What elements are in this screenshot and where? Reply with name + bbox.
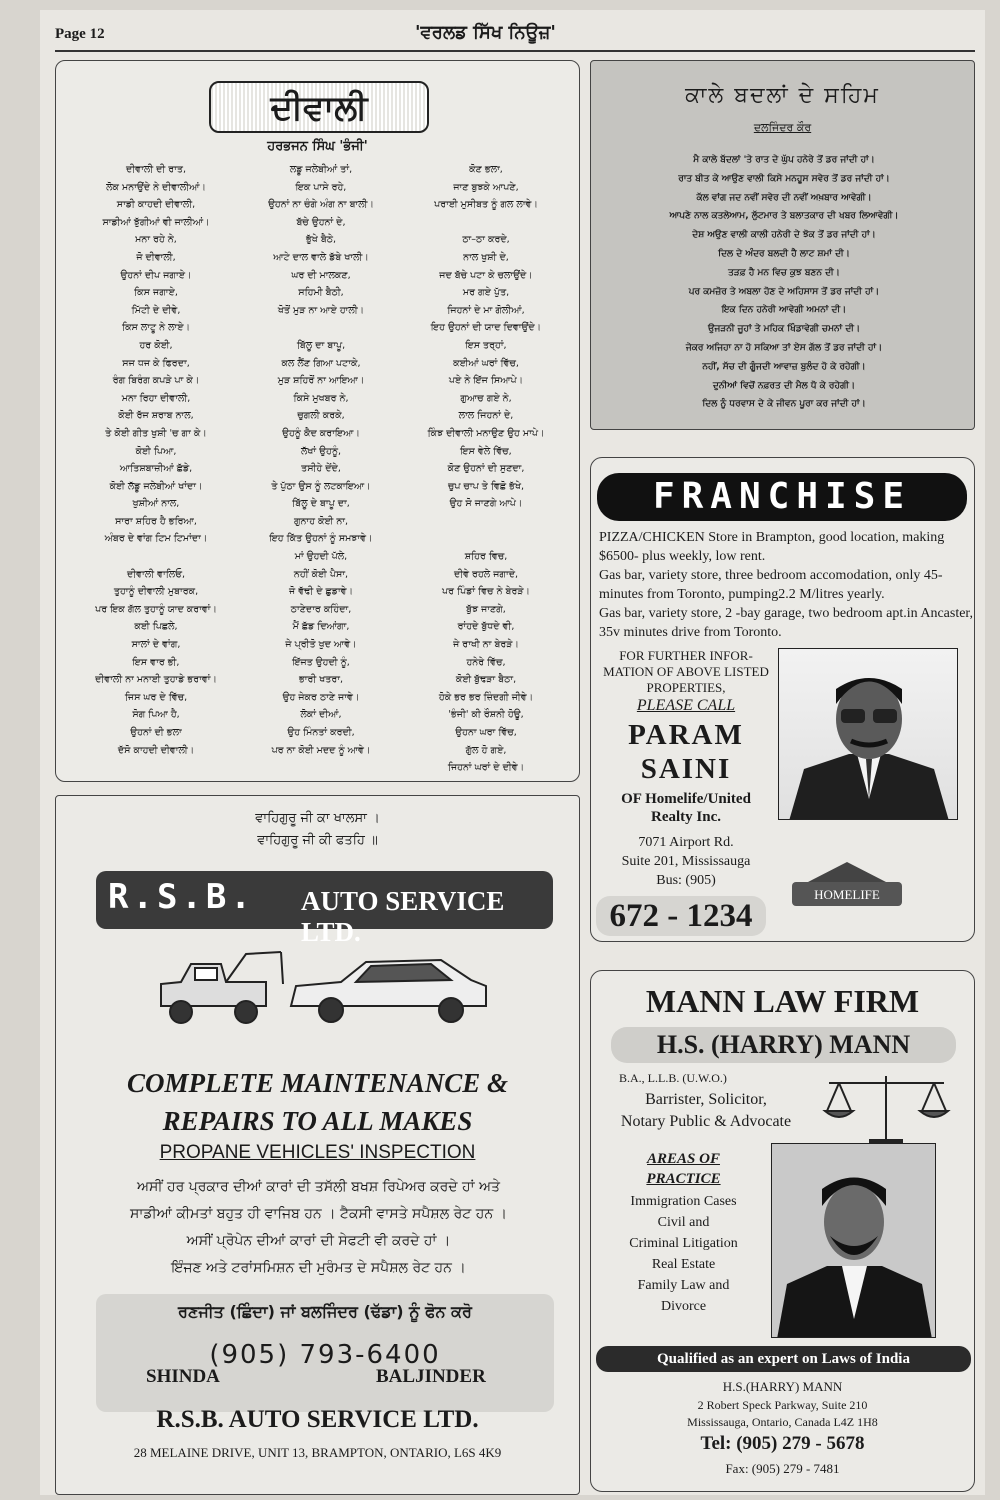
poem-line: ਰਾਤ ਬੀਤ ਕੇ ਆਉਣ ਵਾਲੀ ਕਿਸੇ ਮਨਹੂਸ ਸਵੇਰ ਤੋਂ ਡਰ ਜਾਂਦੀ ਹਾਂ।: [678, 173, 890, 184]
poem-line: ਗੁਆਚ ਗਏ ਨੇ,: [460, 392, 512, 404]
contact-name-1: SHINDA: [146, 1366, 220, 1387]
poem-line: ਸਜ ਧਜ ਕੇ ਫਿਰਦਾ,: [122, 357, 190, 369]
agent-address-line-1: 7071 Airport Rd.: [638, 835, 734, 850]
areas-heading-line-1: AREAS OF: [647, 1151, 720, 1167]
rsb-address: 28 MELAINE DRIVE, UNIT 13, BRAMPTON, ONTARIO, L6S 4K9: [133, 1445, 502, 1460]
poem-line: ਗੁੱਲ ਹੋ ਗਏ,: [465, 744, 507, 756]
listing-2: Gas bar, variety store, three bedroom accomodation, only 45-minutes from Toronto, pumping2.2 M/litres yearly.: [599, 568, 943, 602]
poem-line: ਮੈਂ ਛੱਡ ਦਿਆਂਗਾ,: [292, 621, 350, 633]
poem-line: ਕੋਈ ਬੁੱਢੜਾ ਬੈਠਾ,: [455, 674, 517, 686]
agent-last-name: SAINI: [640, 753, 732, 785]
poem-line: ਪਰ ਨਾ ਕੋਈ ਮਦਦ ਨੂੰ ਆਵੇ।: [271, 744, 371, 756]
poem-line: ਕਿਸ ਲਾਟੂ ਨੇ ਲਾਏ।: [122, 322, 190, 334]
poem-line: ਸ਼ਹਿਰ ਵਿਚ,: [464, 551, 508, 563]
law-firm-phone: Tel: (905) 279 - 5678: [700, 1433, 865, 1454]
poem-line: ਆਪਣੇ ਨਾਲ ਕਤਲੇਆਮ, ਲੁੱਟਮਾਰ ਤੇ ਬਲਾਤਕਾਰ ਦੀ ਖਬਰ ਲਿਆਵੇਗੀ।: [669, 211, 899, 222]
agent-address: [596, 833, 776, 890]
rsb-call-box: [96, 1294, 554, 1412]
poem-line: ਚੁਗਲੀ ਕਰਕੇ,: [297, 410, 345, 422]
law-firm-address: [591, 1397, 974, 1431]
poem-column-2: [236, 161, 406, 759]
poem-line: ਦੀਵੇ ਰਹਲੇ ਜਗਾਦੇ,: [453, 568, 519, 580]
poem-line: ਉਹ ਜੇਕਰ ਠਾਣੇ ਜਾਵੇ।: [282, 691, 360, 703]
address-line-2: Mississauga, Ontario, Canada L4Z 1H8: [687, 1415, 878, 1429]
headline-line-1: COMPLETE MAINTENANCE &: [126, 1068, 509, 1098]
poem-column-1: [71, 161, 241, 759]
poem-line: ਸੋਗ ਪਿਆ ਹੈ,: [132, 709, 180, 721]
poem-line: ਖੋਤੋਂ ਮੁੜ ਨਾ ਆਏ ਹਾਲੀ।: [277, 304, 365, 316]
poem-line: ਭੁੱਖੇ ਬੈਠੇ,: [305, 234, 337, 246]
poem-line: ਜਿਸ ਘਰ ਦੇ ਵਿੱਚ,: [124, 691, 188, 703]
poem-line: ਨਹੀਂ ਕੋਈ ਪੈਸਾ,: [293, 568, 349, 580]
poem-line: ਨਹੀਂ, ਸੱਚ ਦੀ ਗੂੰਜਦੀ ਆਵਾਜ਼ ਬੁਲੰਦ ਹੋ ਕੇ ਰਹੇਗੀ।: [702, 361, 866, 372]
tow-truck-and-car-illustration: [151, 944, 491, 1039]
address-line-1: 2 Robert Speck Parkway, Suite 210: [697, 1398, 868, 1412]
greeting-line-2: ਵਾਹਿਗੁਰੂ ਜੀ ਕੀ ਫਤਹਿ ॥: [257, 833, 378, 848]
practice-area: Real Estate: [651, 1257, 716, 1272]
newspaper-name: 'ਵਰਲਡ ਸਿੱਖ ਨਿਊਜ਼': [415, 22, 556, 43]
homelife-logo: [788, 858, 906, 910]
poem-line: ਦੀਵਾਲੀ ਨਾ ਮਨਾਈ ਤੁਹਾਡੇ ਭਰਾਵਾਂ।: [95, 674, 217, 686]
lawyer-roles: [596, 1089, 816, 1133]
poem-line: ਜਿਹਨਾਂ ਦੇ ਮਾ ਗੋਲੀਆਂ,: [447, 304, 525, 316]
poem-line: ਬਿੱਲੂ ਦੇ ਬਾਪੂ ਦਾ,: [292, 498, 350, 510]
poem-line: ਆਟੇ ਦਾਲ ਵਾਲੇ ਡੱਬੇ ਖਾਲੀ।: [273, 251, 369, 263]
poem-line: ਇਕ ਪਾਸੇ ਰਹੇ,: [295, 181, 347, 193]
punjabi-line-3: ਅਸੀਂ ਪ੍ਰੋਪੇਨ ਦੀਆਂ ਕਾਰਾਂ ਦੀ ਸੇਫਟੀ ਵੀ ਕਰਦੇ ਹਾਂ ।: [186, 1233, 451, 1249]
rsb-greeting: [56, 808, 579, 852]
areas-heading: [601, 1149, 766, 1189]
car-icon: [291, 960, 486, 1022]
rsb-auto-ad: [55, 795, 580, 1495]
poem-line: ਕੋਣ ਭਲਾ,: [469, 164, 503, 175]
franchise-info: FOR FURTHER INFOR- MATION OF ABOVE LISTED PROPERTIES,: [603, 648, 769, 695]
lawyer-portrait-icon: [772, 1144, 936, 1338]
poem-line: ਕੋਣ ਉਹਨਾਂ ਦੀ ਸੁਣਦਾ,: [447, 463, 525, 475]
poem-column-3: [401, 161, 571, 777]
poem-line: ਉਹਨਾਂ ਦੀਪ ਜਗਾਏ।: [120, 269, 192, 281]
poem-line: ਰਾਂਹਦੇ ਬੁੱਧਦੇ ਵੀ,: [457, 621, 515, 633]
poem-line: ਜੇ ਰਾਖੀ ਨਾ ਬੇਰੜੇ।: [453, 639, 519, 651]
poem-line: ਕਈ ਪਿਛਲੇ,: [134, 621, 178, 633]
poem-line: ਉਹਨਾਂ ਨਾ ਚੰਗੇ ਅੰਗ ਨਾ ਬਾਲੀ।: [268, 199, 374, 211]
poem-line: ਉਹਨਾ ਘਰਾ ਵਿੱਚ,: [455, 727, 517, 738]
poem-line: ਜਿਹਨਾਂ ਘਰਾਂ ਦੇ ਦੀਵੇ।: [447, 762, 525, 774]
poem-line: ਮੈ ਕਾਲੇ ਬੱਦਲਾਂ 'ਤੇ ਰਾਤ ਦੇ ਘੁੱਪ ਹਨੇਰੇ ਤੋਂ ਡਰ ਜਾਂਦੀ ਹਾਂ।: [693, 155, 875, 165]
kale-badlan-poem: [590, 60, 975, 430]
poem-line: ਸਾਲਾਂ ਦੇ ਵਾਂਗ,: [131, 639, 181, 651]
poem-line: ਸਾਡੀਆਂ ਝੁੱਗੀਆਂ ਵੀ ਜਾਲੀਆਂ।: [102, 216, 210, 228]
agent-address-line-3: Bus: (905): [656, 873, 716, 888]
poem-line: ਮਿੱਟੀ ਦੇ ਦੀਵੇ,: [131, 304, 181, 316]
poem-line: ਨਾਲ ਖੁਸ਼ੀ ਦੇ,: [463, 251, 509, 263]
poem-line: ਕੋਈ ਪਿਆ,: [135, 445, 177, 457]
practice-area: Immigration Cases: [630, 1194, 737, 1209]
poem-line: ਮਾਂ ਉਹਦੀ ਪੱਲੇ,: [294, 551, 348, 563]
poem-line: ਕੋਈ ਲੱਡੂ ਜਲੇਬੀਆਂ ਖਾਂਦਾ।: [109, 480, 203, 492]
poem-line: ਇਸ ਵਾਰ ਭੀ,: [132, 656, 180, 668]
poem-line: ਬੱਚੇ ਉਹਨਾਂ ਦੇ,: [296, 216, 346, 228]
rsb-banner-text: AUTO SERVICE LTD.: [301, 886, 505, 947]
poem-line: ਇਹ ਕਿੱਤ ਉਹਨਾਂ ਨੂੰ ਸਮਝਾਵੇ।: [269, 533, 373, 545]
rsb-punjabi-text: [66, 1174, 571, 1282]
mann-law-firm-ad: [590, 970, 975, 1492]
poem-line: ਪਰ ਇਕ ਗੱਲ ਤੁਹਾਨੂੰ ਯਾਦ ਕਰਾਵਾਂ।: [95, 603, 217, 615]
poem-line: ਇਹ ਉਹਨਾਂ ਦੀ ਯਾਦ ਦਿਵਾਉਂਦੇ।: [430, 322, 542, 334]
kale-poem-author: ਦਲਜਿੰਦਰ ਕੌਰ: [753, 121, 812, 134]
agent-company: OF Homelife/United Realty Inc.: [621, 791, 751, 825]
poem-line: ਤੜਫ਼ ਹੈ ਮਨ ਵਿਚ ਕੁਝ ਬਣਨ ਦੀ।: [728, 267, 840, 278]
poem-line: ਸਹਿਮੀ ਬੈਠੀ,: [298, 287, 344, 299]
poem-line: ਇਸ ਤਰ੍ਹਾਂ,: [465, 339, 507, 351]
poem-line: ਲਾਲ ਜਿਹਨਾਂ ਦੇ,: [458, 410, 514, 422]
rsb-banner: [96, 871, 553, 947]
poem-line: ਮਰ ਗਏ ਪੁੱਤ,: [462, 287, 510, 299]
poem-line: ਰੰਗ ਬਿਰੰਗ ਕਪੜੇ ਪਾ ਕੇ।: [112, 375, 200, 387]
please-call: PLEASE CALL: [636, 697, 736, 714]
poem-line: ਉਹ ਸੋ ਜਾਣਗੇ ਆਪੇ।: [449, 498, 523, 510]
poem-line: ਅੰਬਰ ਦੇ ਵਾਂਗ ਟਿਮ ਟਿਮਾਂਦਾ।: [104, 533, 208, 545]
poem-line: ਕਈਆਂ ਘਰਾਂ ਵਿੱਚ,: [453, 357, 519, 369]
poem-line: ਸਾਰਾ ਸ਼ਹਿਰ ਹੈ ਭਰਿਆ,: [115, 515, 197, 527]
poem-line: ਉਹਨੂੰ ਕੈਦ ਕਰਾਇਆ।: [282, 427, 360, 439]
poem-line: ਪਰ ਕਮਜ਼ੋਰ ਤੇ ਅਬਲਾ ਹੋਣ ਦੇ ਅਹਿਸਾਸ ਤੋਂ ਡਰ ਜਾਂਦੀ ਹਾਂ।: [688, 286, 880, 297]
poem-line: ਕੱਲ ਵਾਂਗ ਜਦ ਨਵੀਂ ਸਵੇਰ ਦੀ ਨਵੀਂ ਅਖ਼ਬਾਰ ਆਵੇਗੀ।: [696, 192, 872, 203]
person-portrait-icon: [779, 649, 958, 820]
poem-line: ਤਸੀਹੇ ਦੇਂਦੇ,: [301, 463, 341, 475]
homelife-logo-text: HOMELIFE: [814, 887, 880, 902]
poem-line: ਲਡੂ ਜਲੇਬੀਆਂ ਤਾਂ,: [289, 164, 353, 175]
greeting-line-1: ਵਾਹਿਗੁਰੂ ਜੀ ਕਾ ਖਾਲਸਾ ।: [255, 811, 380, 826]
poem-line: ਜੇ ਪ੍ਰੀਤੋ ਖੁਦ ਆਵੇ।: [285, 639, 357, 651]
poem-line: ਲੋਕ ਮਨਾਉਂਦੇ ਨੇ ਦੀਵਾਲੀਆਂ।: [106, 181, 206, 193]
poem-line: ਗੁਨਾਹ ਕੋਈ ਨਾ,: [293, 515, 349, 527]
poem-line: ਇੱਜਤ ਉਹਦੀ ਨੂੰ,: [292, 656, 350, 668]
punjabi-line-2: ਸਾਡੀਆਂ ਕੀਮਤਾਂ ਬਹੁਤ ਹੀ ਵਾਜਿਬ ਹਨ । ਟੈਕਸੀ ਵਾਸਤੇ ਸਪੈਸ਼ਲ ਰੇਟ ਹਨ ।: [130, 1206, 507, 1222]
rsb-phone-number: (905) 793-6400: [209, 1340, 441, 1370]
poem-line: ਕਿਸੇ ਮੁਖਬਰ ਨੇ,: [293, 392, 349, 404]
poem-line: ਦੁਨੀਆਂ ਵਿਚੋਂ ਨਫ਼ਰਤ ਦੀ ਮੈਲ ਧੋ ਕੇ ਰਹੇਗੀ।: [712, 380, 856, 391]
poem-line: [401, 214, 571, 232]
franchise-banner: FRANCHISE: [597, 473, 967, 521]
poem-line: ਠਾ–ਠਾ ਕਰਦੇ,: [462, 234, 510, 246]
poem-line: ਠਾਣੇਦਾਰ ਕਹਿੰਦਾ,: [290, 603, 352, 615]
practice-areas: [596, 1191, 771, 1317]
poem-line: ਤੁਹਾਨੂੰ ਦੀਵਾਲੀ ਮੁਬਾਰਕ,: [113, 586, 199, 598]
practice-area: Criminal Litigation: [629, 1236, 738, 1251]
rsb-footer-name: R.S.B. AUTO SERVICE LTD.: [156, 1406, 479, 1433]
role-line-2: Notary Public & Advocate: [620, 1113, 792, 1130]
poem-line: ਕਿੰਝ ਦੀਵਾਲੀ ਮਨਾਉਣ ਉਹ ਮਾਪੇ।: [427, 427, 545, 439]
headline-line-2: REPAIRS TO ALL MAKES: [162, 1106, 473, 1136]
poem-title: ਦੀਵਾਲੀ: [270, 88, 368, 128]
rsb-headline: [56, 1064, 579, 1140]
poem-line: ਹੋਕੇ ਭਰ ਭਰ ਜ਼ਿੰਦਗੀ ਜੀਵੇ।: [438, 691, 534, 703]
rsb-banner-initials: R.S.B.: [108, 877, 255, 917]
poem-line: ਹਨੇਰੇ ਵਿੱਚ,: [466, 656, 506, 668]
agent-first-name: PARAM: [628, 719, 744, 751]
poem-line: ਪਏ ਨੇ ਇੱਜ ਸਿਆਪੇ।: [448, 375, 524, 387]
poem-line: ਖੁਸ਼ੀਆਂ ਨਾਲ,: [132, 498, 180, 510]
poem-line: ਇਕ ਦਿਨ ਹਨੇਰੀ ਆਵੇਗੀ ਅਮਨਾਂ ਦੀ।: [721, 305, 847, 316]
poem-line: ਚੁਪ ਚਾਪ ਤੇ ਵਿਛੋ ਭੱਖੇ,: [447, 480, 525, 492]
poem-line: ਜੇਕਰ ਅਜਿਹਾ ਨਾ ਹੋ ਸਕਿਆ ਤਾਂ ਏਸ ਗੱਲ ਤੋਂ ਡਰ ਜਾਂਦੀ ਹਾਂ।: [685, 342, 883, 353]
law-firm-title: MANN LAW FIRM: [645, 983, 920, 1019]
poem-line: ਆਤਿਸ਼ਬਾਜ਼ੀਆਂ ਛੱਡੇ,: [119, 463, 193, 475]
poem-line: [236, 319, 406, 337]
poem-title-box: [209, 81, 429, 133]
kale-poem-title: ਕਾਲੇ ਬਦਲਾਂ ਦੇ ਸਹਿਮ: [685, 83, 880, 108]
poem-line: ਹਰ ਕੋਈ,: [139, 339, 173, 351]
kale-poem-body: [599, 151, 969, 414]
poem-line: ਸਾਡੀ ਕਾਹਦੀ ਦੀਵਾਲੀ,: [116, 199, 196, 211]
lawyer-photo: [771, 1143, 936, 1338]
contact-name: H.S.(HARRY) MANN: [722, 1379, 843, 1394]
poem-line: ਜਦ ਬੱਚੇ ਪਟਾ ਕੇ ਚਲਾਉਂਦੇ।: [439, 269, 533, 281]
poem-line: ਉਹਨਾਂ ਦੀ ਭਲਾ: [130, 727, 182, 738]
poem-line: ਉਜੜਨੀ ਜੂਹਾਂ ਤੇ ਮਹਿਕ ਖਿੰਡਾਵੇਗੀ ਚਮਨਾਂ ਦੀ।: [707, 324, 861, 335]
poem-line: ਦੀਵਾਲੀ ਵਾਲਿਓ,: [126, 568, 186, 580]
poem-line: ਕੋਈ ਰੱਜ ਸ਼ਰਾਬ ਨਾਲ,: [118, 410, 194, 422]
law-firm-fax: Fax: (905) 279 - 7481: [725, 1461, 840, 1476]
poem-line: ਪਰ ਪਿੰਡਾਂ ਵਿਚ ਨੇ ਬੇਰੜੇ।: [442, 586, 530, 598]
poem-line: ਲੱਖਾਂ ਉਹਨੂੰ,: [300, 445, 342, 457]
franchise-listings: [599, 528, 974, 642]
poem-line: ਕਿਸ ਜਗਾਏ,: [134, 287, 178, 299]
poem-line: [401, 513, 571, 531]
punjabi-line-1: ਅਸੀਂ ਹਰ ਪ੍ਰਕਾਰ ਦੀਆਂ ਕਾਰਾਂ ਦੀ ਤਸੱਲੀ ਬਖਸ਼ ਰਿਪੇਅਰ ਕਰਦੇ ਹਾਂ ਅਤੇ: [136, 1179, 501, 1195]
poem-line: 'ਭੰਜੀ' ਕੀ ਰੌਸ਼ਨੀ ਹੋਊ,: [448, 709, 524, 721]
poem-line: ਜੋ ਦੀਵਾਲੀ,: [136, 251, 176, 263]
tow-truck-icon: [161, 952, 283, 1023]
page-number: Page 12: [55, 26, 105, 42]
contact-name-2: BALJINDER: [376, 1366, 486, 1387]
rsb-subheading: PROPANE VEHICLES' INSPECTION: [159, 1142, 476, 1163]
poem-line: ਦੀਵਾਲੀ ਦੀ ਰਾਤ,: [126, 164, 186, 175]
agent-phone: 672 - 1234: [596, 896, 766, 936]
rsb-call-text: ਰਣਜੀਤ (ਛਿੰਦਾ) ਜਾਂ ਬਲਜਿੰਦਰ (ਢੱਡਾ) ਨੂੰ ਫੋਨ ਕਰੋ: [178, 1302, 472, 1321]
lawyer-name: H.S. (HARRY) MANN: [611, 1027, 956, 1063]
lawyer-degrees: B.A., L.L.B. (U.W.O.): [619, 1071, 727, 1085]
poem-line: ਉਹ ਮਿੰਨਤਾਂ ਕਰਦੀ,: [287, 727, 355, 738]
areas-heading-line-2: PRACTICE: [646, 1171, 721, 1187]
poem-line: ਤੇ ਪੁੱਠਾ ਉਸ ਨੂੰ ਲਟਕਾਇਆ।: [271, 480, 371, 492]
poem-line: ਲੋਕਾਂ ਦੀਆਂ,: [300, 709, 342, 721]
poem-line: ਦਿਲ ਦੇ ਅੰਦਰ ਬਲਦੀ ਹੈ ਲਾਟ ਸ਼ਮਾਂ ਦੀ।: [718, 248, 850, 259]
poem-line: ਤੇ ਕੋਈ ਗੀਤ ਖੁਸ਼ੀ 'ਚ ਗਾ ਕੇ।: [105, 427, 207, 439]
franchise-ad: [590, 457, 975, 942]
poem-line: ਬੁੱਝ ਜਾਣਗੇ,: [466, 603, 506, 615]
page-header: [55, 20, 975, 52]
poem-line: ਭਾਰੀ ਖਤਰਾ,: [298, 674, 344, 686]
poem-line: ਇਸ ਵੇਲੇ ਵਿੱਚ,: [460, 445, 512, 457]
poem-line: ਬਿੱਲੂ ਦਾ ਬਾਪੂ,: [296, 339, 346, 351]
punjabi-line-4: ਇੰਜਣ ਅਤੇ ਟਰਾਂਸਮਿਸ਼ਨ ਦੀ ਮੁਰੰਮਤ ਦੇ ਸਪੈਸ਼ਲ ਰੇਟ ਹਨ ।: [171, 1260, 466, 1276]
poem-line: ਦਿਲ ਨੂੰ ਧਰਵਾਸ ਦੇ ਕੇ ਜੀਵਨ ਪੂਰਾ ਕਰ ਜਾਂਦੀ ਹਾਂ।: [702, 399, 866, 410]
scales-of-justice-icon: [819, 1071, 954, 1146]
listing-3: Gas bar, variety store, 2 -bay garage, two bedroom apt.in Ancaster, 35v minutes drive from Toronto.: [599, 606, 974, 640]
agent-address-line-2: Suite 201, Mississauga: [621, 854, 751, 869]
poem-line: [71, 548, 241, 566]
poem-line: ਮਨਾ ਰਹੇ ਨੇ,: [135, 234, 177, 246]
qualified-banner: Qualified as an expert on Laws of India: [596, 1346, 971, 1372]
practice-area: Civil and: [657, 1215, 710, 1230]
poem-line: ਜੋ ਵੱਢੀ ਦੇ ਛੁਡਾਵੇ।: [288, 586, 354, 598]
role-line-1: Barrister, Solicitor,: [645, 1091, 767, 1108]
poem-line: ਮੁੜ ਸ਼ਹਿਰੋਂ ਨਾ ਆਇਆ।: [277, 375, 365, 387]
diwali-poem: [55, 60, 580, 782]
poem-line: ਦੱਸੋ ਕਾਹਦੀ ਦੀਵਾਲੀ।: [117, 744, 195, 756]
poem-author: ਹਰਭਜਨ ਸਿੰਘ 'ਭੰਜੀ': [267, 139, 368, 154]
poem-line: ਮਨਾ ਰਿਹਾ ਦੀਵਾਲੀ,: [121, 392, 191, 404]
poem-line: ਪਰਾਈ ਮੁਸੀਬਤ ਨੂੰ ਗਲ ਲਾਵੇ।: [434, 199, 538, 211]
poem-line: ਕਲ ਲੈਂਣ ਗਿਆ ਪਟਾਕੇ,: [281, 357, 361, 369]
practice-area: Family Law and: [637, 1278, 730, 1293]
practice-area: Divorce: [660, 1299, 707, 1314]
agent-photo: [778, 648, 958, 820]
newspaper-page: [40, 10, 985, 1495]
agent-name: [601, 718, 771, 786]
listing-1: PIZZA/CHICKEN Store in Brampton, good location, making $6500- plus weekly, low rent.: [599, 530, 945, 564]
house-logo-icon: [788, 858, 906, 910]
poem-line: [401, 530, 571, 548]
poem-line: ਘਰ ਦੀ ਮਾਲਕਣ,: [291, 269, 351, 281]
poem-line: ਜਾਣ ਬੁਝਕੇ ਆਪਣੇ,: [453, 181, 519, 193]
poem-line: ਦੇਸ਼ ਅਉਣ ਵਾਲੀ ਕਾਲੀ ਹਨੇਰੀ ਦੇ ਝੋਕ ਤੋਂ ਡਰ ਜਾਂਦੀ ਹਾਂ।: [692, 230, 876, 241]
